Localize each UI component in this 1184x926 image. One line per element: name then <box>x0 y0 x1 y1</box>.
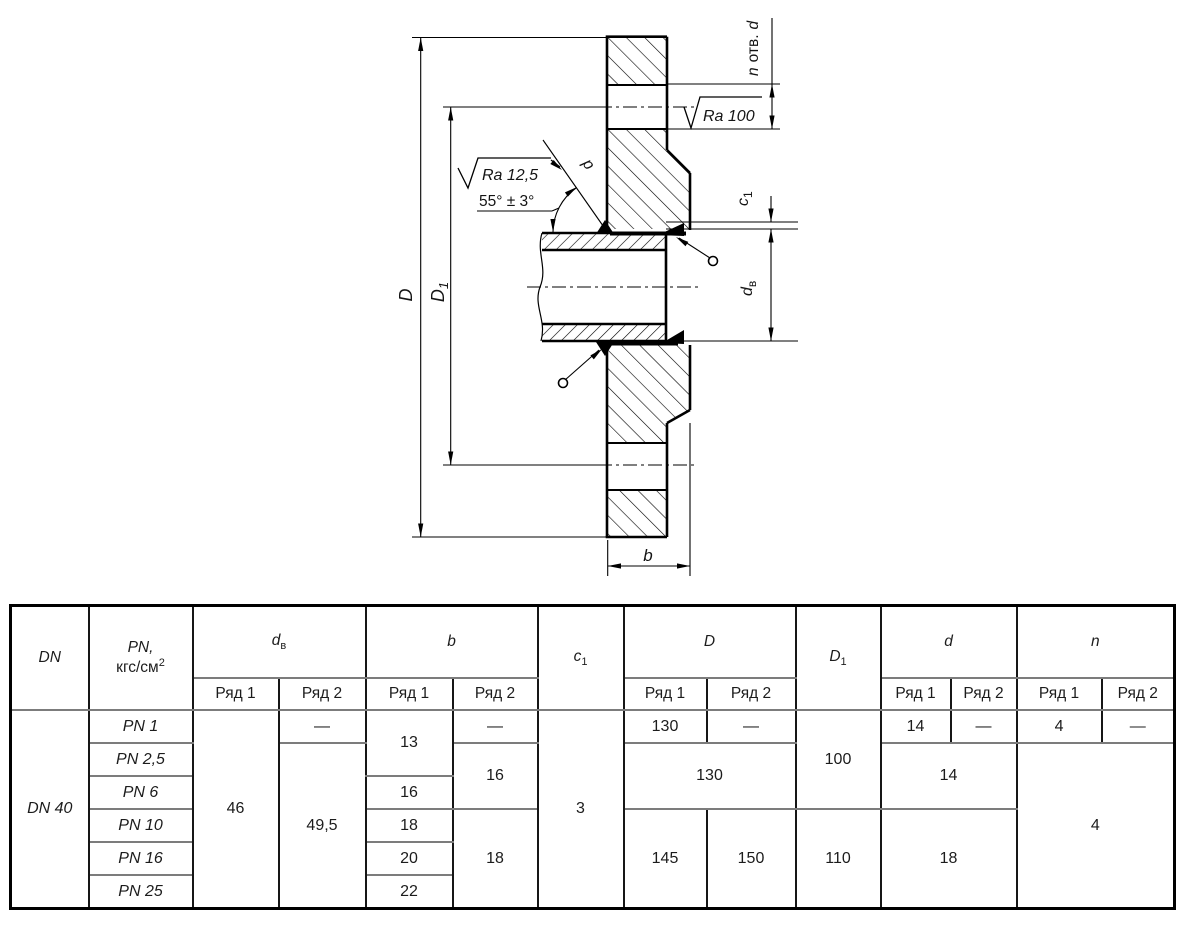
dimensions-table <box>9 604 1176 910</box>
subheader-b-ryad2: Ряд 2 <box>453 678 538 710</box>
col-header-dn: DN <box>11 606 89 711</box>
subheader-n-ryad1: Ряд 1 <box>1017 678 1102 710</box>
cell-D-ryad1-pn1: 130 <box>624 710 707 743</box>
roughness-ra125-label: Ra 12,5 <box>482 167 539 184</box>
table-row <box>11 710 1175 743</box>
dim-label-b: b <box>643 546 653 565</box>
cell-pn-25: PN 25 <box>89 875 193 909</box>
cell-n-4: 4 <box>1017 743 1175 909</box>
cell-b-ryad2-pn1: — <box>453 710 538 743</box>
cell-pn-6: PN 6 <box>89 776 193 809</box>
subheader-D-ryad2: Ряд 2 <box>707 678 796 710</box>
dimension-lines <box>412 18 798 576</box>
cell-n-ryad2-pn1: — <box>1102 710 1175 743</box>
weld-leader-circle-top <box>709 257 718 266</box>
cell-pn-2-5: PN 2,5 <box>89 743 193 776</box>
cell-d-14: 14 <box>881 743 1017 809</box>
cell-pn-10: PN 10 <box>89 809 193 842</box>
dim-label-n-holes: nотв.d <box>745 20 762 76</box>
cell-D-ryad1-145: 145 <box>624 809 707 909</box>
cell-pn-16: PN 16 <box>89 842 193 875</box>
cell-D1-100: 100 <box>796 710 881 809</box>
cell-c1: 3 <box>538 710 624 909</box>
subheader-n-ryad2: Ряд 2 <box>1102 678 1175 710</box>
cell-dv-ryad1: 46 <box>193 710 279 909</box>
subheader-D-ryad1: Ряд 1 <box>624 678 707 710</box>
angle-label: 55° ± 3° <box>479 193 535 210</box>
cell-D-ryad2-pn1: — <box>707 710 796 743</box>
cell-d-ryad2-pn1: — <box>951 710 1017 743</box>
col-header-pn: PN, кгс/$см^2$ <box>89 606 193 711</box>
roughness-ra100-label: Ra 100 <box>703 108 755 125</box>
subheader-d-ryad1: Ряд 1 <box>881 678 951 710</box>
cell-dn-40: DN 40 <box>11 710 89 909</box>
cell-b-ryad1-16: 16 <box>366 776 453 809</box>
cell-pn-1: PN 1 <box>89 710 193 743</box>
weld-leader-circle-bottom <box>559 379 568 388</box>
cell-D1-110: 110 <box>796 809 881 909</box>
col-header-n: n <box>1017 606 1175 679</box>
cell-D-ryad2-150: 150 <box>707 809 796 909</box>
cell-D-130: 130 <box>624 743 796 809</box>
cell-b-ryad1-13: 13 <box>366 710 453 776</box>
col-header-D: D <box>624 606 796 679</box>
cell-d-18: 18 <box>881 809 1017 909</box>
col-header-b: b <box>366 606 538 679</box>
col-header-c1: $c_1$ <box>538 606 624 711</box>
col-header-d: d <box>881 606 1017 679</box>
cell-dv-ryad2-pn1: — <box>279 710 366 743</box>
cell-b-ryad1-20: 20 <box>366 842 453 875</box>
dim-label-D: D <box>396 288 416 302</box>
cell-b-ryad1-22: 22 <box>366 875 453 909</box>
subheader-b-ryad1: Ряд 1 <box>366 678 453 710</box>
col-header-D1: $D_1$ <box>796 606 881 711</box>
cell-n-ryad1-pn1: 4 <box>1017 710 1102 743</box>
dim-label-dv: $d_в$ <box>739 280 759 296</box>
subheader-d-ryad2: Ряд 2 <box>951 678 1017 710</box>
cell-b-ryad2-16: 16 <box>453 743 538 809</box>
dim-label-D1: $D_1$ <box>428 281 451 303</box>
chamfer-d-label: d <box>578 156 598 174</box>
col-header-dv: $d_в$ <box>193 606 366 679</box>
cell-b-ryad1-18: 18 <box>366 809 453 842</box>
cell-b-ryad2-18: 18 <box>453 809 538 909</box>
dim-label-c1: $c_1$ <box>735 191 755 206</box>
subheader-dv-ryad2: Ряд 2 <box>279 678 366 710</box>
cell-dv-ryad2-49-5: 49,5 <box>279 743 366 909</box>
subheader-dv-ryad1: Ряд 1 <box>193 678 279 710</box>
cell-d-ryad1-pn1: 14 <box>881 710 951 743</box>
